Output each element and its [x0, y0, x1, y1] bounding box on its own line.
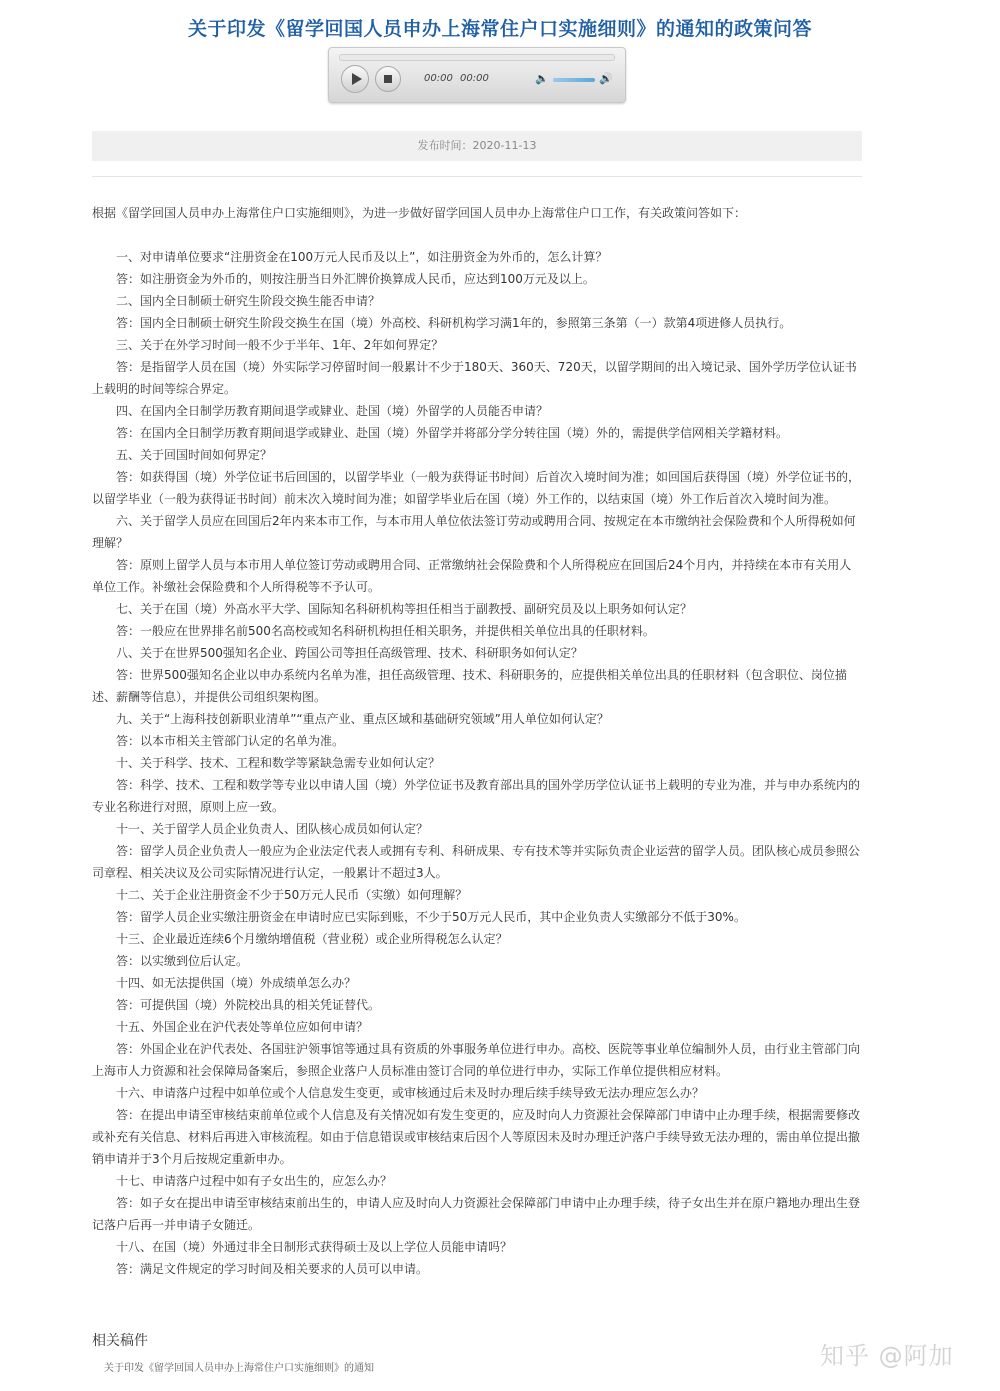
qa-paragraph: 二、国内全日制硕士研究生阶段交换生能否申请？: [116, 294, 381, 308]
qa-paragraph: 答：留学人员企业实缴注册资金在申请时应已实际到账，不少于50万元人民币，其中企业负责人实缴部分不低于30%。: [116, 910, 746, 924]
qa-paragraph: 十三、企业最近连续6个月缴纳增值税（营业税）或企业所得税怎么认定？: [116, 932, 508, 946]
qa-paragraph: 十六、申请落户过程中如单位或个人信息发生变更，或审核通过后未及时办理后续手续导致无法办理应怎么办？: [116, 1086, 705, 1100]
qa-paragraph: 答：一般应在世界排名前500名高校或知名科研机构担任相关职务，并提供相关单位出具的任职材料。: [116, 624, 655, 638]
qa-paragraph: 答：可提供国（境）外院校出具的相关凭证替代。: [116, 998, 381, 1012]
qa-paragraph: 答：国内全日制硕士研究生阶段交换生在国（境）外高校、科研机构学习满1年的，参照第三条第（一）款第4项进修人员执行。: [116, 316, 792, 330]
qa-paragraph: 答：在国内全日制学历教育期间退学或肄业、赴国（境）外留学并将部分学分转往国（境）外的，需提供学信网相关学籍材料。: [116, 426, 789, 440]
qa-paragraph: 六、关于留学人员应在回国后2年内来本市工作，与本市用人单位依法签订劳动或聘用合同、按规定在本市缴纳社会保险费和个人所得税如何理解？: [92, 514, 856, 550]
watermark: 知乎 @阿加: [820, 1342, 954, 1370]
qa-paragraph: 答：如获得国（境）外学位证书后回国的，以留学毕业（一般为获得证书时间）后首次入境时间为准；如回国后获得国（境）外学位证书的，以留学毕业（一般为获得证书时间）前末次入境时间为准；如留学毕业后在国（境）外工作的，以结束国（境）外工作后首次入境时间为准。: [92, 470, 861, 506]
qa-paragraph: 十四、如无法提供国（境）外成绩单怎么办？: [116, 976, 357, 990]
qa-paragraph: 十五、外国企业在沪代表处等单位应如何申请？: [116, 1020, 369, 1034]
qa-paragraph: 答：世界500强知名企业以申办系统内名单为准，担任高级管理、技术、科研职务的，应提供相关单位出具的任职材料（包含职位、岗位描述、薪酬等信息），并提供公司组织架构图。: [92, 668, 847, 704]
qa-paragraph: 答：是指留学人员在国（境）外实际学习停留时间一般累计不少于180天、360天、720天，以留学期间的出入境记录、国外学历学位认证书上载明的时间等综合界定。: [92, 360, 857, 396]
qa-paragraph: 答：满足文件规定的学习时间及相关要求的人员可以申请。: [116, 1262, 429, 1276]
volume-high-icon[interactable]: 🔊: [599, 72, 613, 85]
qa-paragraph: 十八、在国（境）外通过非全日制形式获得硕士及以上学位人员能申请吗？: [116, 1240, 513, 1254]
qa-paragraph: 八、关于在世界500强知名企业、跨国公司等担任高级管理、技术、科研职务如何认定？: [116, 646, 583, 660]
qa-paragraph: 三、关于在外学习时间一般不少于半年、1年、2年如何界定？: [116, 338, 444, 352]
total-time: 00:00: [460, 73, 489, 84]
qa-paragraph: 答：以本市相关主管部门认定的名单为准。: [116, 734, 345, 748]
qa-paragraph: 十、关于科学、技术、工程和数学等紧缺急需专业如何认定？: [116, 756, 441, 770]
publish-date: 发布时间：2020-11-13: [92, 131, 862, 161]
qa-paragraph: 答：如注册资金为外币的，则按注册当日外汇牌价换算成人民币，应达到100万元及以上。: [116, 272, 595, 286]
stop-button[interactable]: [375, 66, 401, 92]
current-time: 00:00: [424, 73, 453, 84]
qa-paragraph: 五、关于回国时间如何界定？: [116, 448, 273, 462]
volume-slider[interactable]: [553, 78, 595, 82]
page-title: 关于印发《留学回国人员申办上海常住户口实施细则》的通知的政策问答: [187, 18, 812, 40]
progress-bar[interactable]: [339, 54, 615, 61]
intro-paragraph: 根据《留学回国人员申办上海常住户口实施细则》，为进一步做好留学回国人员申办上海常住户口工作，有关政策问答如下：: [92, 206, 747, 220]
qa-paragraph: 九、关于“上海科技创新职业清单”“重点产业、重点区域和基础研究领域”用人单位如何认定？: [116, 712, 609, 726]
qa-paragraph: 四、在国内全日制学历教育期间退学或肄业、赴国（境）外留学的人员能否申请？: [116, 404, 549, 418]
related-title: 相关稿件: [92, 1333, 148, 1349]
qa-paragraph: 答：以实缴到位后认定。: [116, 954, 249, 968]
article-body: [92, 202, 862, 1280]
qa-paragraph: 答：在提出申请至审核结束前单位或个人信息及有关情况如有发生变更的，应及时向人力资源社会保障部门申请中止办理手续，根据需要修改或补充有关信息、材料后再进入审核流程。如由于信息错误或审核结束后因个人等原因未及时办理迁沪落户手续导致无法办理的，需由单位提出撤销申请并于3个月后按规定重新申办。: [92, 1108, 861, 1166]
qa-paragraph: 七、关于在国（境）外高水平大学、国际知名科研机构等担任相当于副教授、副研究员及以上职务如何认定？: [116, 602, 693, 616]
related-link[interactable]: 关于印发《留学回国人员申办上海常住户口实施细则》的通知: [104, 1363, 374, 1374]
qa-paragraph: 十一、关于留学人员企业负责人、团队核心成员如何认定？: [116, 822, 429, 836]
qa-paragraph: 答：如子女在提出申请至审核结束前出生的，申请人应及时向人力资源社会保障部门申请中止办理手续，待子女出生并在原户籍地办理出生登记落户后再一并申请子女随迁。: [92, 1196, 861, 1232]
qa-paragraph: 答：外国企业在沪代表处、各国驻沪领事馆等通过具有资质的外事服务单位进行申办。高校、医院等事业单位编制外人员，由行业主管部门向上海市人力资源和社会保障局备案后，参照企业落户人员标准由签订合同的单位进行申办，实际工作单位提供相应材料。: [92, 1042, 861, 1078]
qa-list: [92, 246, 862, 1280]
qa-paragraph: 十二、关于企业注册资金不少于50万元人民币（实缴）如何理解？: [116, 888, 468, 902]
qa-paragraph: 答：留学人员企业负责人一般应为企业法定代表人或拥有专利、科研成果、专有技术等并实际负责企业运营的留学人员。团队核心成员参照公司章程、相关决议及公司实际情况进行认定，一般累计不超过3人。: [92, 844, 861, 880]
divider: [92, 176, 862, 177]
qa-paragraph: 答：科学、技术、工程和数学等专业以申请人国（境）外学位证书及教育部出具的国外学历学位认证书上载明的专业为准，并与申办系统内的专业名称进行对照，原则上应一致。: [92, 778, 861, 814]
qa-paragraph: 十七、申请落户过程中如有子女出生的，应怎么办？: [116, 1174, 393, 1188]
audio-player: [328, 47, 626, 103]
volume-low-icon[interactable]: 🔈: [535, 72, 549, 85]
play-button[interactable]: [341, 65, 369, 93]
qa-paragraph: 一、对申请单位要求“注册资金在100万元人民币及以上”，如注册资金为外币的，怎么计算？: [116, 250, 608, 264]
qa-paragraph: 答：原则上留学人员与本市用人单位签订劳动或聘用合同、正常缴纳社会保险费和个人所得税应在回国后24个月内，并持续在本市有关用人单位工作。补缴社会保险费和个人所得税等不予认可。: [92, 558, 852, 594]
